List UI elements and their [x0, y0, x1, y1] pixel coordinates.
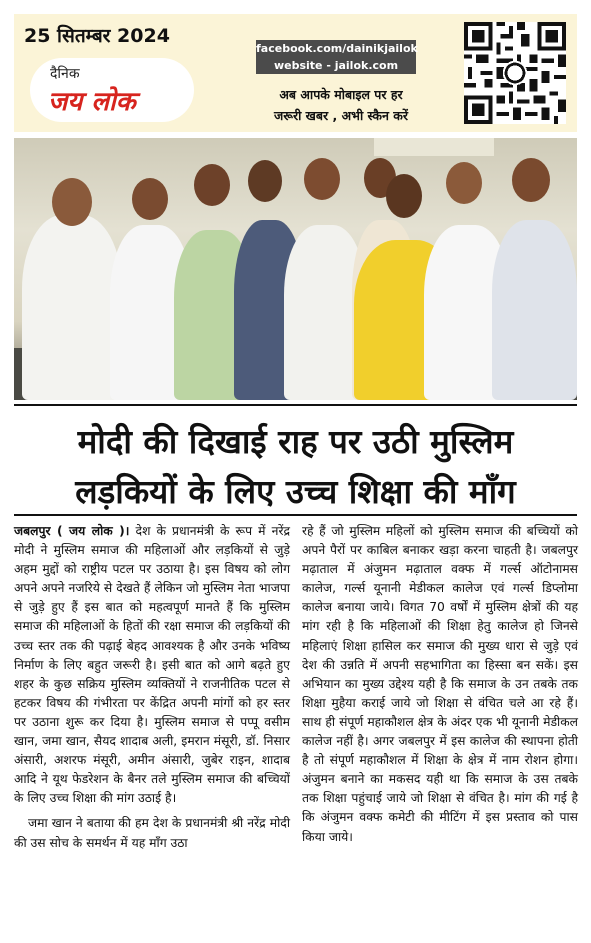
divider-bottom	[14, 514, 577, 516]
paragraph-text: देश के प्रधानमंत्री के रूप में नरेंद्र मोदी ने मुस्लिम समाज की महिलाओं और लड़कियों से जुड़े अहम मुद्दों को राष्ट्रीय पटल पर उठाया है। इस विषय को लोग अपने अपने नजरिये से देखते हैं लेकिन जो मुस्लिम नेता भाजपा से जुड़े हुए हैं इस बात को महत्वपूर्ण मानते हैं कि मुस्लिम समाज की महिलाओं के हितों की रक्षा समाज की लड़कियों की उच्च स्तर तक की पढ़ाई बेहद आवश्यक है और उनके भविष्य निर्माण के लिए बहुत जरूरी है। इसी बात को आगे बढ़ते हुए शहर के कुछ सक्रिय मुस्लिम व्यक्तियों ने राजनीतिक पटल से हटकर विषय की गंभीरता पर केंद्रित अपनी मांगों को हर स्तर पर उठाना शुरू कर दिया है। मुस्लिम समाज से पप्पू वसीम खान, जमा खान, सैयद शादाब अली, इमरान मंसूरी, डॉ. निसार अंसारी, अशरफ मंसूरी, अमीन अंसारी, जुबेर राइन, शादाब आदि ने यूथ फेडरेशन के बैनर तले मुस्लिम समाज की बच्चियों के लिए उच्च शिक्षा की मांग उठाई है।	[14, 524, 291, 806]
scan-prompt-line2: जरूरी खबर , अभी स्कैन करें	[273, 108, 408, 123]
website-link[interactable]: website - jailok.com	[273, 59, 399, 72]
article-column-2	[302, 522, 578, 847]
qr-code-icon[interactable]	[464, 22, 566, 124]
newspaper-logo	[30, 58, 194, 122]
social-links-box	[256, 40, 416, 74]
article-column-1	[14, 522, 290, 853]
issue-date: 25 सितम्बर 2024	[24, 25, 170, 47]
news-photo	[14, 138, 577, 400]
facebook-link[interactable]: facebook.com/dainikjailok	[256, 42, 418, 55]
logo-daily-label: दैनिक	[50, 66, 80, 82]
paragraph	[14, 522, 290, 808]
dateline: जबलपुर ( जय लोक )।	[14, 524, 130, 538]
masthead	[14, 14, 577, 132]
logo-title: जय लोक	[48, 87, 136, 117]
headline-line1: मोदी की दिखाई राह पर उठी मुस्लिम	[77, 422, 514, 461]
divider-top	[14, 404, 577, 406]
paragraph: जमा खान ने बताया की हम देश के प्रधानमंत्री श्री नरेंद्र मोदी की उस सोच के समर्थन में यह माँग उठा	[14, 816, 290, 850]
scan-prompt-line1: अब आपके मोबाइल पर हर	[279, 87, 403, 102]
headline-line2: लड़कियों के लिए उच्च शिक्षा की माँग	[75, 472, 516, 511]
scan-prompt	[246, 84, 436, 126]
paragraph: रहे हैं जो मुस्लिम महिलों को मुस्लिम समाज की बच्चियों को अपने पैरों पर काबिल बनाकर खड़ा करना चाहती है। जबलपुर मढ़ाताल में अंजुमन मढ़ाताल वक्फ में गर्ल्स ऑटोनामस कालेज, गर्ल्स यूनानी मेडीकल कालेज एवं गर्ल्स डिप्लोमा कालेज बनाया जाये। विगत 70 वर्षों में मुस्लिम क्षेत्रों की यह मांग रही है कि महिलाओं की शिक्षा हेतु कालेज हो जिनसे महिलाएं शिक्षा हासिल कर समाज की मुख्य धारा से जुड़े एवं देश की उन्नति में अपनी सहभागिता का हिस्सा बन सकें। इस अभियान का मुख्य उद्देश्य यही है कि समाज के उन तबके तक शिक्षा मुहैया कराई जाये जो शिक्षा से वंचित चले आ रहे हैं। साथ ही संपूर्ण महाकौशल क्षेत्र के अंदर एक भी यूनानी मेडीकल कालेज नहीं है। अगर जबलपुर में इस कालेज की स्थापना होती है तो संपूर्ण महाकौशल में शिक्षा के क्षेत्र में नाम रोशन होगा। अंजुमन बनाने का मकसद यही था कि समाज के उस तबके तक शिक्षा पहुंचाई जाये जो शिक्षा से वंचित है। मांग की गई है कि अंजुमन वक्फ कमेटी की मीटिंग में इस प्रस्ताव को पास किया जाये।	[302, 524, 578, 844]
